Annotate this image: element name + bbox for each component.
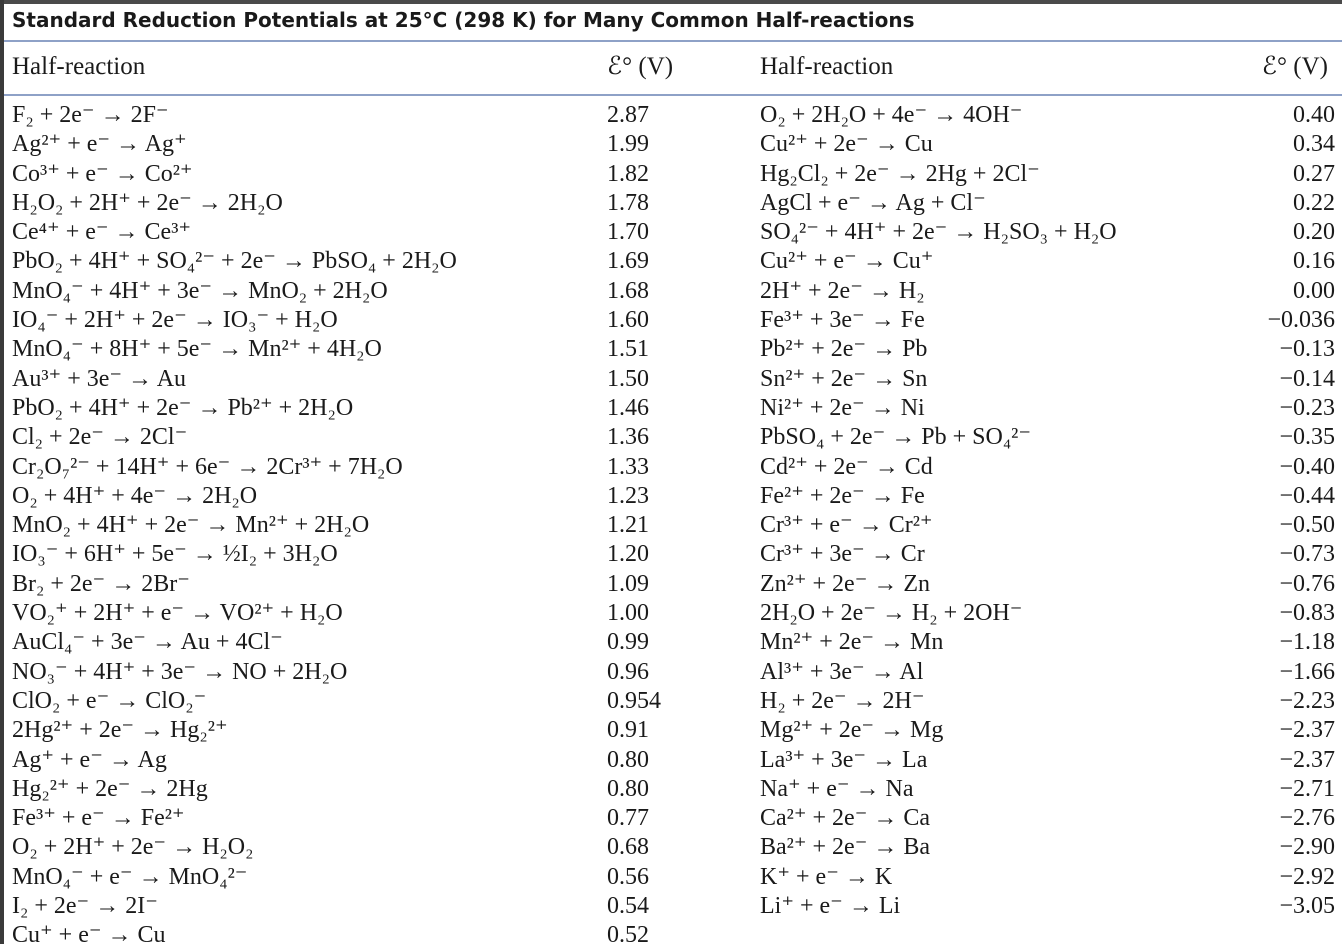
half-reaction-cell: PbSO₄ + 2e⁻ → Pb + SO₄²⁻ xyxy=(760,424,1032,451)
potential-cell: −0.44 xyxy=(1279,482,1335,509)
half-reaction-cell: F₂ + 2e⁻ → 2F⁻ xyxy=(12,102,169,128)
half-reaction-cell: Li⁺ + e⁻ → Li xyxy=(760,893,901,920)
potential-cell: 1.00 xyxy=(607,600,649,627)
potential-cell: 1.23 xyxy=(607,482,649,509)
half-reaction-cell: Pb²⁺ + 2e⁻ → Pb xyxy=(760,336,928,363)
potential-cell: 0.77 xyxy=(607,805,649,832)
right-equation-column xyxy=(760,101,1117,921)
potential-cell: 0.20 xyxy=(1293,219,1335,246)
half-reaction-cell: K⁺ + e⁻ → K xyxy=(760,863,893,890)
half-reaction-cell: Cd²⁺ + 2e⁻ → Cd xyxy=(760,453,933,480)
potential-cell: 1.99 xyxy=(607,131,649,158)
half-reaction-cell: Au³⁺ + 3e⁻ → Au xyxy=(12,365,187,392)
half-reaction-cell: Cr₂O₇²⁻ + 14H⁺ + 6e⁻ → 2Cr³⁺ + 7H₂O xyxy=(12,453,403,480)
half-reaction-cell: H₂ + 2e⁻ → 2H⁻ xyxy=(760,687,925,714)
potential-cell: 0.34 xyxy=(1293,131,1335,158)
potential-cell: −0.13 xyxy=(1279,336,1335,363)
potential-cell: −3.05 xyxy=(1279,893,1335,920)
half-reaction-cell: O₂ + 2H⁺ + 2e⁻ → H₂O₂ xyxy=(12,834,254,861)
table-title: Standard Reduction Potentials at 25°C (298 K) for Many Common Half-reactions xyxy=(12,8,915,32)
potential-cell: −0.036 xyxy=(1267,307,1335,334)
half-reaction-cell: Mn²⁺ + 2e⁻ → Mn xyxy=(760,629,944,656)
potential-cell: 0.68 xyxy=(607,834,649,861)
potential-cell: −2.92 xyxy=(1279,863,1335,890)
potential-cell: −2.37 xyxy=(1279,717,1335,744)
half-reaction-cell: Cr³⁺ + e⁻ → Cr²⁺ xyxy=(760,512,933,539)
half-reaction-cell: O₂ + 2H₂O + 4e⁻ → 4OH⁻ xyxy=(760,102,1023,128)
potential-cell: −2.71 xyxy=(1279,775,1335,802)
top-border xyxy=(0,0,1342,4)
half-reaction-cell: Na⁺ + e⁻ → Na xyxy=(760,775,914,802)
potential-cell: −0.14 xyxy=(1279,365,1335,392)
potential-cell: −0.83 xyxy=(1279,600,1335,627)
half-reaction-cell: MnO₂ + 4H⁺ + 2e⁻ → Mn²⁺ + 2H₂O xyxy=(12,512,370,539)
potential-cell: 1.68 xyxy=(607,277,649,304)
potential-cell: 2.87 xyxy=(607,102,649,128)
potential-cell: −2.90 xyxy=(1279,834,1335,861)
header-potential-right: ℰ° (V) xyxy=(1261,53,1328,80)
half-reaction-cell: SO₄²⁻ + 4H⁺ + 2e⁻ → H₂SO₃ + H₂O xyxy=(760,219,1117,246)
potential-cell: 0.40 xyxy=(1293,102,1335,128)
half-reaction-cell: La³⁺ + 3e⁻ → La xyxy=(760,746,928,773)
half-reaction-cell: Cu²⁺ + e⁻ → Cu⁺ xyxy=(760,248,934,275)
half-reaction-cell: Ni²⁺ + 2e⁻ → Ni xyxy=(760,394,925,421)
potential-cell: 1.70 xyxy=(607,219,649,246)
half-reaction-cell: VO₂⁺ + 2H⁺ + e⁻ → VO²⁺ + H₂O xyxy=(12,600,343,627)
potential-cell: −0.23 xyxy=(1279,394,1335,421)
header-half-reaction-left: Half-reaction xyxy=(12,53,146,80)
half-reaction-cell: Cu²⁺ + 2e⁻ → Cu xyxy=(760,131,933,158)
half-reaction-cell: Cu⁺ + e⁻ → Cu xyxy=(12,922,166,949)
potential-cell: 1.36 xyxy=(607,424,649,451)
potential-cell: −0.50 xyxy=(1279,512,1335,539)
potential-cell: −1.66 xyxy=(1279,658,1335,685)
left-border xyxy=(0,0,4,944)
half-reaction-cell: ClO₂ + e⁻ → ClO₂⁻ xyxy=(12,687,207,714)
potential-cell: 1.21 xyxy=(607,512,649,539)
potential-cell: −0.35 xyxy=(1279,424,1335,451)
half-reaction-cell: Fe²⁺ + 2e⁻ → Fe xyxy=(760,482,925,509)
half-reaction-cell: 2H⁺ + 2e⁻ → H₂ xyxy=(760,277,925,304)
half-reaction-cell: Mg²⁺ + 2e⁻ → Mg xyxy=(760,717,944,744)
half-reaction-cell: Ce⁴⁺ + e⁻ → Ce³⁺ xyxy=(12,219,192,246)
potential-cell: 0.91 xyxy=(607,717,649,744)
potential-cell: −2.76 xyxy=(1279,805,1335,832)
half-reaction-cell: MnO₄⁻ + 4H⁺ + 3e⁻ → MnO₂ + 2H₂O xyxy=(12,277,388,304)
half-reaction-cell: Hg₂Cl₂ + 2e⁻ → 2Hg + 2Cl⁻ xyxy=(760,160,1040,187)
potential-cell: −1.18 xyxy=(1279,629,1335,656)
half-reaction-cell: Co³⁺ + e⁻ → Co²⁺ xyxy=(12,160,193,187)
potential-cell: 1.09 xyxy=(607,570,649,597)
potential-cell: 0.80 xyxy=(607,775,649,802)
potential-cell: 0.22 xyxy=(1293,189,1335,216)
half-reaction-cell: Fe³⁺ + e⁻ → Fe²⁺ xyxy=(12,805,185,832)
potential-cell: 0.954 xyxy=(607,687,661,714)
potential-cell: 0.00 xyxy=(1293,277,1335,304)
half-reaction-cell: H₂O₂ + 2H⁺ + 2e⁻ → 2H₂O xyxy=(12,189,283,216)
potential-cell: 0.16 xyxy=(1293,248,1335,275)
potential-cell: 0.56 xyxy=(607,863,649,890)
half-reaction-cell: Zn²⁺ + 2e⁻ → Zn xyxy=(760,570,931,597)
potential-cell: 0.52 xyxy=(607,922,649,949)
half-reaction-cell: Cl₂ + 2e⁻ → 2Cl⁻ xyxy=(12,424,188,451)
potential-cell: 1.51 xyxy=(607,336,649,363)
potential-cell: −2.23 xyxy=(1279,687,1335,714)
half-reaction-cell: AgCl + e⁻ → Ag + Cl⁻ xyxy=(760,189,986,216)
potential-cell: 1.69 xyxy=(607,248,649,275)
left-potential-column xyxy=(607,101,661,951)
left-equation-column xyxy=(12,101,457,951)
half-reaction-cell: PbO₂ + 4H⁺ + SO₄²⁻ + 2e⁻ → PbSO₄ + 2H₂O xyxy=(12,248,457,275)
half-reaction-cell: Ba²⁺ + 2e⁻ → Ba xyxy=(760,834,931,861)
potential-cell: −0.73 xyxy=(1279,541,1335,568)
half-reaction-cell: 2H₂O + 2e⁻ → H₂ + 2OH⁻ xyxy=(760,600,1023,627)
potential-cell: −0.40 xyxy=(1279,453,1335,480)
half-reaction-cell: NO₃⁻ + 4H⁺ + 3e⁻ → NO + 2H₂O xyxy=(12,658,348,685)
half-reaction-cell: Al³⁺ + 3e⁻ → Al xyxy=(760,658,924,685)
header-half-reaction-right: Half-reaction xyxy=(760,53,894,80)
potential-cell: 1.46 xyxy=(607,394,649,421)
half-reaction-cell: PbO₂ + 4H⁺ + 2e⁻ → Pb²⁺ + 2H₂O xyxy=(12,394,354,421)
potential-cell: 1.33 xyxy=(607,453,649,480)
right-potential-column xyxy=(1180,101,1335,921)
potential-cell: 1.50 xyxy=(607,365,649,392)
header-divider xyxy=(4,94,1342,96)
potential-cell: 0.27 xyxy=(1293,160,1335,187)
half-reaction-cell: Ag⁺ + e⁻ → Ag xyxy=(12,746,167,773)
half-reaction-cell: MnO₄⁻ + 8H⁺ + 5e⁻ → Mn²⁺ + 4H₂O xyxy=(12,336,382,363)
half-reaction-cell: IO₄⁻ + 2H⁺ + 2e⁻ → IO₃⁻ + H₂O xyxy=(12,307,338,334)
potential-cell: 0.96 xyxy=(607,658,649,685)
half-reaction-cell: Ca²⁺ + 2e⁻ → Ca xyxy=(760,805,931,832)
potential-cell: 0.54 xyxy=(607,893,649,920)
potential-cell: 1.20 xyxy=(607,541,649,568)
potential-cell: 1.60 xyxy=(607,307,649,334)
half-reaction-cell: Fe³⁺ + 3e⁻ → Fe xyxy=(760,307,925,334)
half-reaction-cell: Ag²⁺ + e⁻ → Ag⁺ xyxy=(12,131,187,158)
half-reaction-cell: MnO₄⁻ + e⁻ → MnO₄²⁻ xyxy=(12,863,248,890)
half-reaction-cell: IO₃⁻ + 6H⁺ + 5e⁻ → ½I₂ + 3H₂O xyxy=(12,541,338,568)
title-divider xyxy=(4,40,1342,42)
potential-cell: 0.80 xyxy=(607,746,649,773)
half-reaction-cell: Br₂ + 2e⁻ → 2Br⁻ xyxy=(12,570,190,597)
potential-cell: 0.99 xyxy=(607,629,649,656)
half-reaction-cell: O₂ + 4H⁺ + 4e⁻ → 2H₂O xyxy=(12,482,258,509)
half-reaction-cell: I₂ + 2e⁻ → 2I⁻ xyxy=(12,893,158,920)
header-potential-left: ℰ° (V) xyxy=(607,53,674,80)
half-reaction-cell: Hg₂²⁺ + 2e⁻ → 2Hg xyxy=(12,775,208,802)
potential-cell: 1.78 xyxy=(607,189,649,216)
half-reaction-cell: AuCl₄⁻ + 3e⁻ → Au + 4Cl⁻ xyxy=(12,629,283,656)
potential-cell: −0.76 xyxy=(1279,570,1335,597)
half-reaction-cell: Sn²⁺ + 2e⁻ → Sn xyxy=(760,365,928,392)
potential-cell: −2.37 xyxy=(1279,746,1335,773)
potential-cell: 1.82 xyxy=(607,160,649,187)
half-reaction-cell: 2Hg²⁺ + 2e⁻ → Hg₂²⁺ xyxy=(12,717,228,744)
half-reaction-cell: Cr³⁺ + 3e⁻ → Cr xyxy=(760,541,925,568)
